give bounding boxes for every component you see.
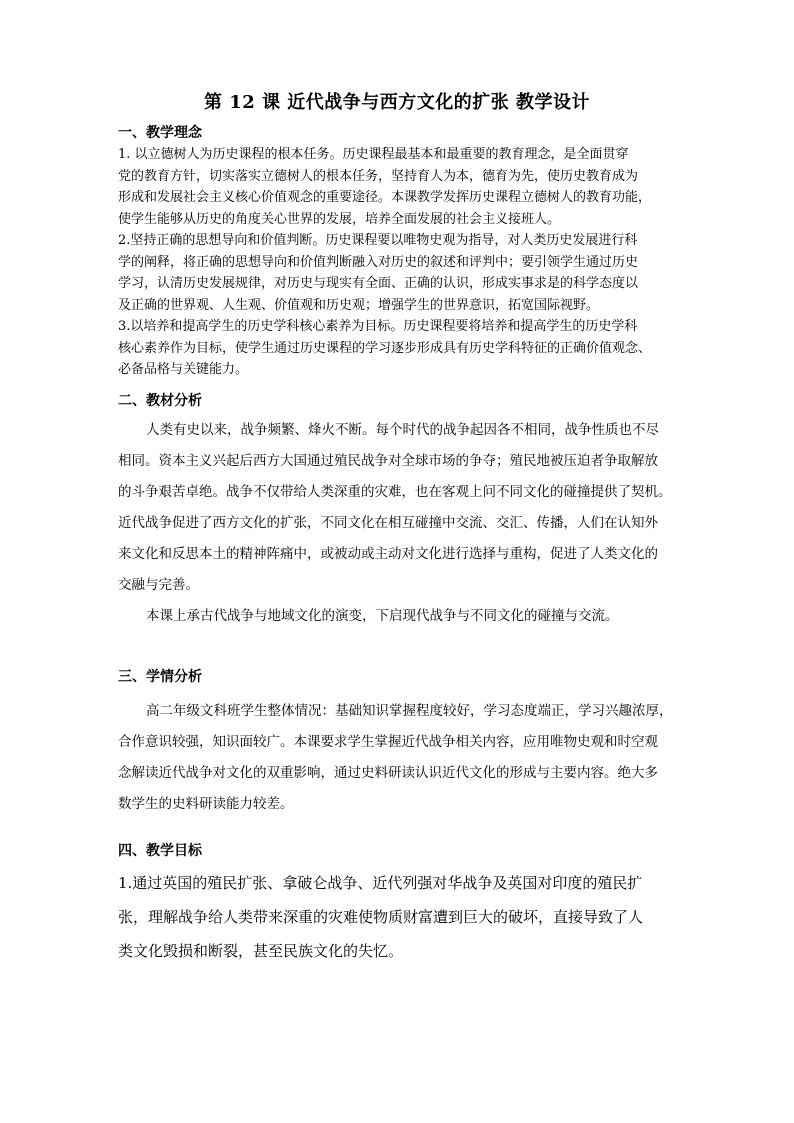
section-heading-objectives: 四、教学目标 [118, 843, 202, 859]
paragraph-line: 党的教育方针，切实落实立德树人的根本任务，坚持育人为本，德育为先，使历史教育成为 [118, 168, 639, 184]
paragraph-line: 数学生的史料研读能力较差。 [118, 796, 294, 812]
paragraph-line: 近代战争促进了西方文化的扩张，不同文化在相互碰撞中交流、交汇、传播，人们在认知外 [118, 515, 658, 531]
paragraph-line: 1. 以立德树人为历史课程的根本任务。历史课程最基本和最重要的教育理念，是全面贯穿 [118, 147, 629, 162]
paragraph-line: 本课上承古代战争与地域文化的演变，下启现代战争与不同文化的碰撞与交流。 [146, 608, 619, 624]
section-body-philosophy [118, 144, 678, 381]
paragraph-line: 2.坚持正确的思想导向和价值判断。历史课程要以唯物史观为指导，对人类历史发展进行科 [118, 233, 638, 248]
paragraph-line: 学习，认清历史发展规律，对历史与现实有全面、正确的认识，形成实事求是的科学态度以 [118, 276, 639, 291]
paragraph-line: 张，理解战争给人类带来深重的灾难使物质财富遭到巨大的破坏，直接导致了人 [118, 908, 644, 926]
paragraph-line: 使学生能够从历史的角度关心世界的发展，培养全面发展的社会主义接班人。 [118, 211, 561, 227]
paragraph-line: 合作意识较强，知识面较广。本课要求学生掌握近代战争相关内容，应用唯物史观和时空观 [118, 734, 658, 750]
paragraph-line: 交融与完善。 [118, 577, 199, 593]
paragraph-line: 学的阐释，将正确的思想导向和价值判断融入对历史的叙述和评判中；要引领学生通过历史 [118, 254, 639, 270]
section-body-material [118, 415, 678, 632]
section-body-students [118, 696, 678, 820]
paragraph-line: 念解读近代战争对文化的双重影响，通过史料研读认识近代文化的形成与主要内容。绝大多 [118, 765, 658, 781]
paragraph-line: 人类有史以来，战争频繁、烽火不断。每个时代的战争起因各不相同，战争性质也不尽 [146, 422, 659, 438]
paragraph-line: 类文化毁损和断裂，甚至民族文化的失忆。 [118, 942, 404, 960]
section-heading-material: 二、教材分析 [118, 393, 202, 409]
paragraph-line: 1.通过英国的殖民扩张、拿破仑战争、近代列强对华战争及英国对印度的殖民扩 [118, 874, 643, 892]
paragraph-line: 高二年级文科班学生整体情况：基础知识掌握程度较好，学习态度端正，学习兴趣浓厚， [146, 703, 673, 719]
paragraph-line: 必备品格与关键能力。 [118, 362, 249, 377]
section-heading-philosophy: 一、教学理念 [118, 125, 202, 141]
paragraph-line: 形成和发展社会主义核心价值观念的重要途径。本课教学发挥历史课程立德树人的教育功能， [118, 190, 652, 205]
paragraph-line: 来文化和反思本土的精神阵痛中，或被动或主动对文化进行选择与重构，促进了人类文化的 [118, 546, 658, 562]
paragraph-line: 的斗争艰苦卓绝。战争不仅带给人类深重的灾难，也在客观上问不同文化的碰撞提供了契机。 [118, 484, 672, 500]
paragraph-line: 相同。资本主义兴起后西方大国通过殖民战争对全球市场的争夺；殖民地被压迫者争取解放 [118, 453, 658, 469]
paragraph-line: 核心素养作为目标，使学生通过历史课程的学习逐步形成具有历史学科特征的正确价值观念、 [118, 340, 652, 356]
section-body-objectives [118, 866, 678, 968]
paragraph-line: 及正确的世界观、人生观、价值观和历史观；增强学生的世界意识，拓宽国际视野。 [118, 297, 600, 313]
document-title: 第 12 课 近代战争与西方文化的扩张 教学设计 [203, 92, 591, 113]
paragraph-line: 3.以培养和提高学生的历史学科核心素养为目标。历史课程要将培养和提高学生的历史学科 [118, 319, 638, 334]
section-heading-students: 三、学情分析 [118, 669, 202, 685]
